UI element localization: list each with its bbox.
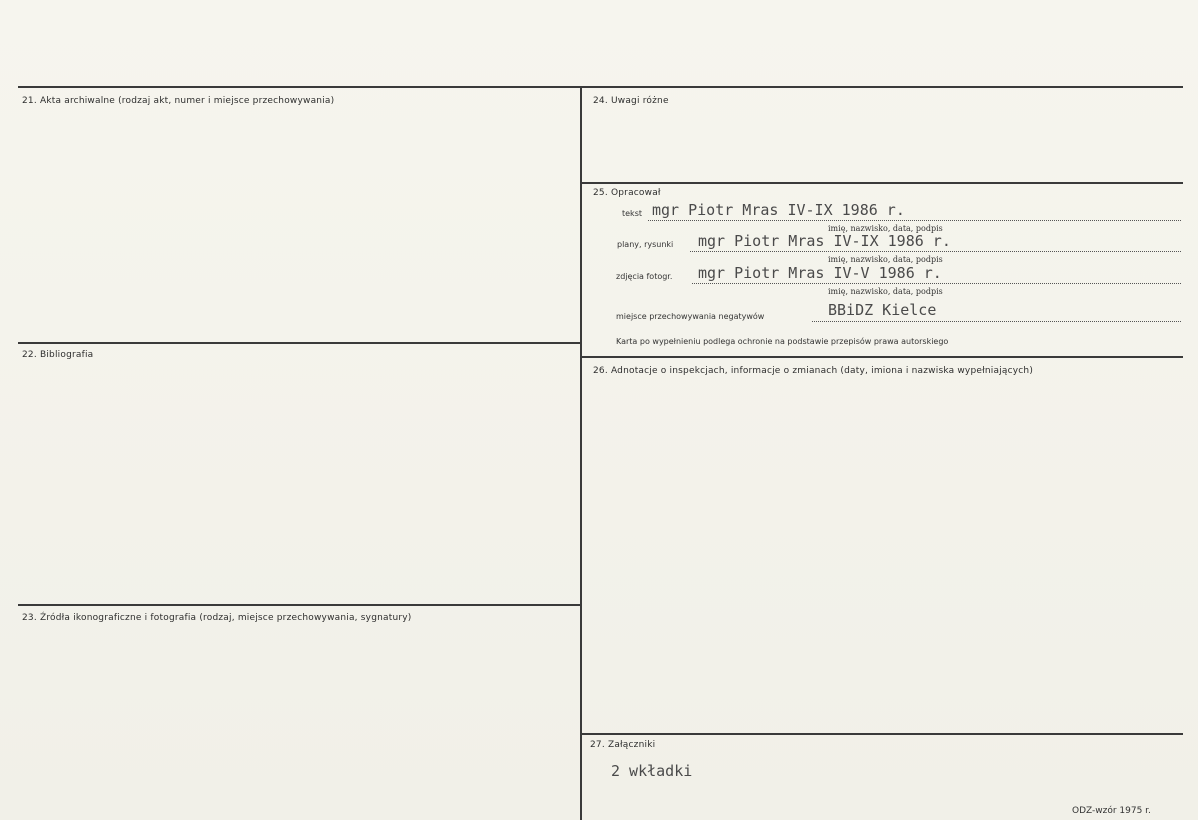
plany-caption: imię, nazwisko, data, podpis — [828, 255, 943, 264]
plany-dotline — [690, 251, 1181, 252]
top-rule — [18, 86, 1183, 88]
rule-25-26 — [581, 356, 1183, 358]
tekst-dotline — [648, 220, 1181, 221]
form-footer: ODZ-wzór 1975 r. — [1072, 806, 1151, 816]
section-23-label: 23. Źródła ikonograficzne i fotografia (rodzaj, miejsce przechowywania, sygnatury) — [22, 613, 412, 623]
rule-24-25 — [581, 182, 1183, 184]
rule-22-23 — [18, 604, 581, 606]
tekst-value: mgr Piotr Mras IV-IX 1986 r. — [652, 201, 905, 219]
section-27-label: 27. Załączniki — [590, 740, 656, 750]
center-divider — [580, 86, 582, 820]
plany-label: plany, rysunki — [617, 240, 674, 249]
zdjecia-dotline — [692, 283, 1181, 284]
copyright-note: Karta po wypełnieniu podlega ochronie na podstawie przepisów prawa autorskiego — [616, 337, 949, 346]
zdjecia-label: zdjęcia fotogr. — [616, 272, 673, 281]
zdjecia-value: mgr Piotr Mras IV-V 1986 r. — [698, 264, 942, 282]
miejsce-label: miejsce przechowywania negatywów — [616, 312, 765, 321]
zdjecia-caption: imię, nazwisko, data, podpis — [828, 287, 943, 296]
section-21-label: 21. Akta archiwalne (rodzaj akt, numer i miejsce przechowywania) — [22, 96, 335, 106]
zalaczniki-value: 2 wkładki — [611, 762, 693, 780]
section-26-label: 26. Adnotacje o inspekcjach, informacje o zmianach (daty, imiona i nazwiska wypełniających) — [593, 366, 1034, 376]
section-25-label: 25. Opracował — [593, 188, 661, 198]
plany-value: mgr Piotr Mras IV-IX 1986 r. — [698, 232, 951, 250]
tekst-label: tekst — [622, 209, 642, 218]
tekst-caption: imię, nazwisko, data, podpis — [828, 224, 943, 233]
rule-26-27 — [581, 733, 1183, 735]
section-24-label: 24. Uwagi różne — [593, 96, 669, 106]
miejsce-value: BBiDZ Kielce — [828, 301, 937, 319]
section-22-label: 22. Bibliografia — [22, 350, 94, 360]
miejsce-dotline — [812, 321, 1181, 322]
rule-21-22 — [18, 342, 581, 344]
